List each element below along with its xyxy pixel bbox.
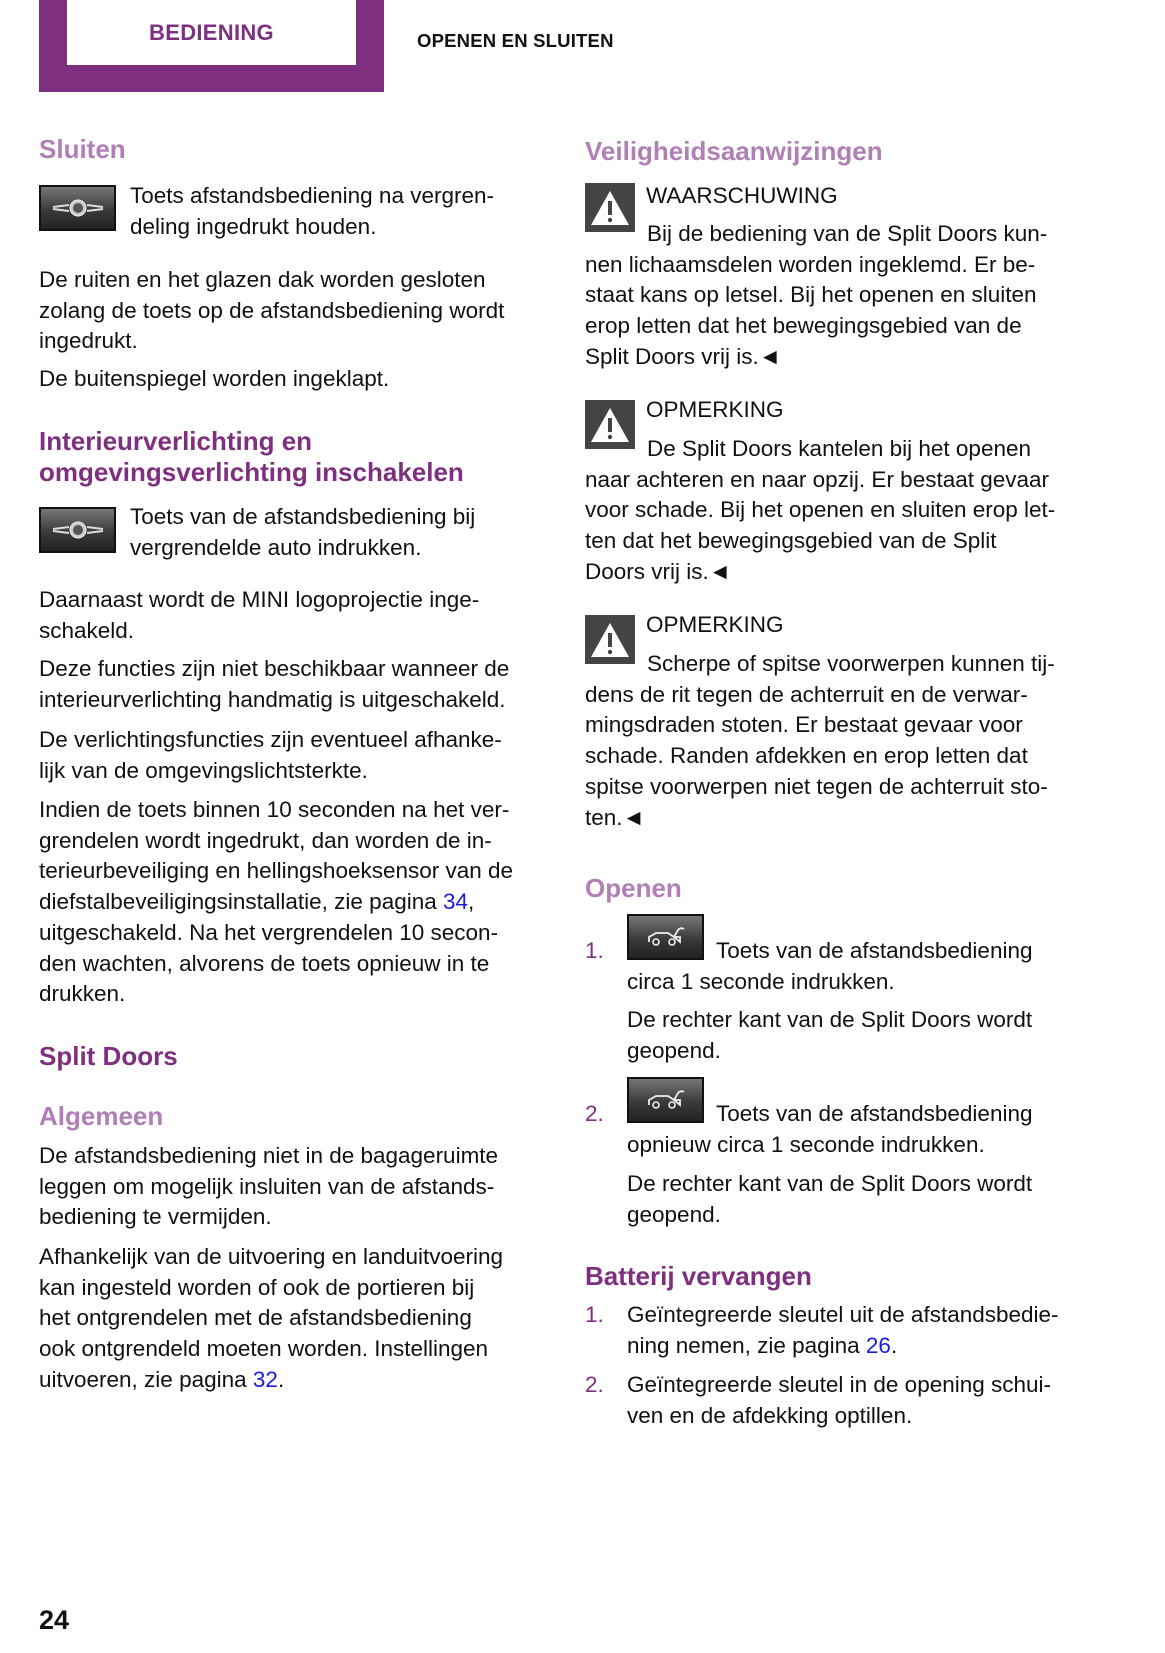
interieur-p4 [39, 795, 559, 1010]
text: . [890, 1332, 898, 1358]
interieur-p2: Deze functies zijn niet beschikbaar wanneer de interieurverlichting handmatig is uitgeschakeld. [39, 656, 510, 712]
interieur-p3: De verlichtingsfuncties zijn eventueel afhanke- lijk van de omgevingslichtsterkte. [39, 727, 502, 783]
heading-interieur: Interieurverlichting en omgevingsverlichting inschakelen [39, 426, 464, 487]
sluiten-p2: De buitenspiegel worden ingeklapt. [39, 366, 390, 391]
tailgate-key-icon [627, 914, 704, 960]
note-text: Scherpe of spitse voorwerpen kunnen tij- dens de rit tegen de achterruit en de verwar- mingsdraden stoten. Er bestaat gevaar voor schade. Randen afdekken en erop letten dat spitse voorwerpen niet tegen de achterruit sto- ten.◄ [585, 651, 1055, 830]
heading-split-doors: Split Doors [39, 1041, 178, 1071]
step-text: Toets van de afstandsbediening [716, 1101, 1033, 1126]
interieur-p1: Daarnaast wordt de MINI logoprojectie inge- schakeld. [39, 587, 480, 643]
mini-lock-key-icon [39, 185, 116, 231]
heading-veiligheid: Veiligheidsaanwijzingen [585, 136, 883, 166]
step-number: 1. [585, 1302, 604, 1327]
text: Geïntegreerde sleutel uit de afstandsbedie- ning nemen, zie pagina [627, 1302, 1059, 1358]
chapter-label: BEDIENING [149, 19, 274, 45]
step-result: De rechter kant van de Split Doors wordt geopend. [627, 1007, 1033, 1063]
page-link-32[interactable]: 32 [252, 1366, 278, 1392]
step-number: 2. [585, 1372, 604, 1397]
page-number: 24 [39, 1605, 70, 1635]
heading-sluiten: Sluiten [39, 134, 126, 164]
step-text: circa 1 seconde indrukken. [627, 969, 895, 994]
step-number: 1. [585, 938, 604, 963]
sluiten-p1: De ruiten en het glazen dak worden gesloten zolang de toets op de afstandsbediening wordt ingedrukt. [39, 267, 505, 354]
section-title: OPENEN EN SLUITEN [417, 30, 614, 51]
tailgate-key-icon [627, 1077, 704, 1123]
note-label: OPMERKING [646, 397, 784, 422]
text: , uitgeschakeld. Na het vergrendelen 10 secon- den wachten, alvorens de toets opnieuw in te drukken. [39, 889, 499, 1007]
note-text: Bij de bediening van de Split Doors kun- nen lichaamsdelen worden ingeklemd. Er be- staat kans op letsel. Bij het openen en sluiten erop letten dat het bewegingsgebied van de Split Doors vrij is.◄ [585, 221, 1048, 369]
text: Indien de toets binnen 10 seconden na het ver- grendelen wordt ingedrukt, dan worden de in- terieurbeveiliging en hellingshoeksensor van de diefstalbeveiligingsinstallatie, zie pagina [39, 797, 514, 915]
step-text: Toets van de afstandsbediening [716, 938, 1033, 963]
step-number: 2. [585, 1101, 604, 1126]
page-link-26[interactable]: 26 [865, 1332, 891, 1358]
note-label: OPMERKING [646, 612, 784, 637]
chapter-tab[interactable] [67, 0, 356, 65]
mini-lock-key-icon [39, 507, 116, 553]
page-link-34[interactable]: 34 [443, 889, 469, 915]
step-result: De rechter kant van de Split Doors wordt geopend. [627, 1171, 1033, 1227]
sluiten-key-text: Toets afstandsbediening na vergren- deling ingedrukt houden. [130, 183, 494, 239]
note-label: WAARSCHUWING [646, 183, 838, 208]
step-text: Geïntegreerde sleutel in de opening schui- ven en de afdekking optillen. [627, 1372, 1052, 1428]
algemeen-p2 [39, 1242, 559, 1396]
step-text: opnieuw circa 1 seconde indrukken. [627, 1132, 985, 1157]
text: . [277, 1366, 285, 1392]
text: Afhankelijk van de uitvoering en landuitvoering kan ingesteld worden of ook de portieren bij het ontgrendelen met de afstandsbediening ook ontgrendeld moeten worden. Instellingen uitvoeren, zie pagina [39, 1244, 504, 1392]
heading-openen: Openen [585, 873, 682, 903]
step-text [627, 1300, 1127, 1361]
algemeen-p1: De afstandsbediening niet in de bagageruimte leggen om mogelijk insluiten van de afstands- bediening te vermijden. [39, 1143, 499, 1230]
heading-batterij: Batterij vervangen [585, 1261, 812, 1291]
note-text: De Split Doors kantelen bij het openen naar achteren en naar opzij. Er bestaat gevaar voor schade. Bij het openen en sluiten erop let- ten dat het bewegingsgebied van de Split Doors vrij is.◄ [585, 436, 1056, 584]
heading-algemeen: Algemeen [39, 1101, 164, 1131]
interieur-key-text: Toets van de afstandsbediening bij vergrendelde auto indrukken. [130, 504, 476, 560]
